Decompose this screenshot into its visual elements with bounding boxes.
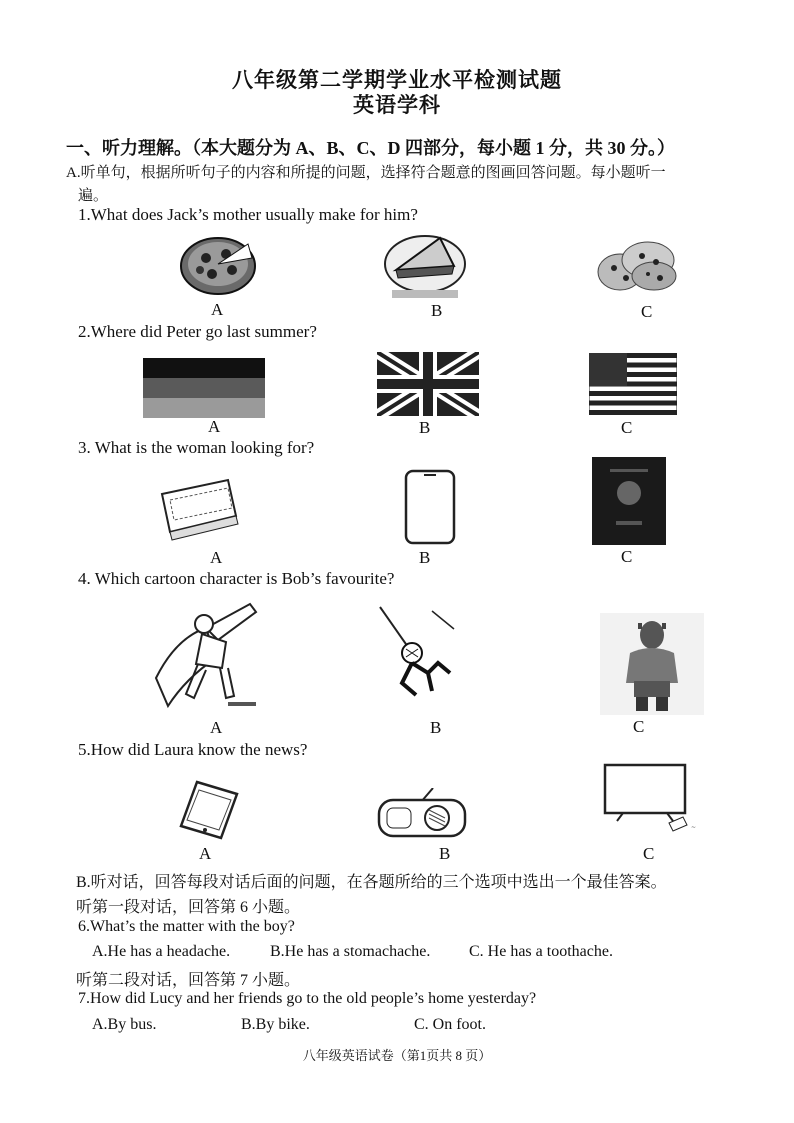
question-3: 3. What is the woman looking for? xyxy=(78,438,315,457)
wallet-icon xyxy=(156,476,242,542)
q4-option-a-label: A xyxy=(210,718,223,737)
q7-option-a: A.By bus. xyxy=(92,1016,157,1033)
us-flag-icon xyxy=(589,353,677,415)
q1-option-a-label: A xyxy=(211,300,224,319)
q4-option-c-label: C xyxy=(633,717,645,736)
phone-icon xyxy=(404,469,456,545)
q7-option-c: C. On foot. xyxy=(414,1016,486,1033)
radio-icon xyxy=(377,788,467,838)
uk-flag-icon xyxy=(377,352,479,416)
q6-option-b: B.He has a stomachache. xyxy=(270,943,431,960)
q5-option-b-label: B xyxy=(439,844,451,863)
q7-option-b: B.By bike. xyxy=(241,1016,310,1033)
q1-option-b-label: B xyxy=(431,301,443,320)
q6-option-c: C. He has a toothache. xyxy=(469,943,613,960)
q2-option-b-label: B xyxy=(419,418,431,437)
part-a-instruction-line2: 遍。 xyxy=(78,188,109,204)
exam-title: 八年级第二学期学业水平检测试题 xyxy=(232,68,562,92)
pizza-icon xyxy=(178,228,258,298)
part-b-instruction: B.听对话，回答每段对话后面的问题，在各题所给的三个选项中选出一个最佳答案。 xyxy=(76,874,667,891)
cookies-icon xyxy=(596,238,678,294)
superman-icon xyxy=(146,598,268,710)
q1-option-c-label: C xyxy=(641,302,653,321)
passport-icon xyxy=(592,457,666,545)
question-6: 6.What’s the matter with the boy? xyxy=(78,918,295,935)
q2-option-a-label: A xyxy=(208,417,221,436)
question-7: 7.How did Lucy and her friends go to the old people’s home yesterday? xyxy=(78,990,537,1007)
q6-option-a: A.He has a headache. xyxy=(92,943,231,960)
section-heading: 一、听力理解。（本大题分为 A、B、C、D 四部分，每小题 1 分，共 30 分。） xyxy=(66,138,675,158)
german-flag-icon xyxy=(143,358,265,418)
q3-option-b-label: B xyxy=(419,548,431,567)
svg-text:~: ~ xyxy=(691,824,697,831)
q4-option-b-label: B xyxy=(430,718,442,737)
shrek-icon xyxy=(600,613,704,715)
q3-option-c-label: C xyxy=(621,547,633,566)
part-a-instruction-line1: A.听单句，根据所听句子的内容和所提的问题，选择符合题意的图画回答问题。每小题听一 xyxy=(66,165,666,181)
q3-option-a-label: A xyxy=(210,548,223,567)
page-footer: 八年级英语试卷（第1页共 8 页） xyxy=(302,1048,492,1063)
sandwich-icon xyxy=(382,226,468,300)
tv-icon xyxy=(603,763,711,835)
question-2: 2.Where did Peter go last summer? xyxy=(78,322,317,341)
q5-option-a-label: A xyxy=(199,844,212,863)
q5-option-c-label: C xyxy=(643,844,655,863)
question-5: 5.How did Laura know the news? xyxy=(78,740,308,759)
question-1: 1.What does Jack’s mother usually make for him? xyxy=(78,205,418,224)
dialogue-2-note: 听第二段对话，回答第 7 小题。 xyxy=(76,972,301,989)
dialogue-1-note: 听第一段对话，回答第 6 小题。 xyxy=(76,899,301,916)
exam-subject: 英语学科 xyxy=(353,93,441,117)
spiderman-icon xyxy=(372,603,462,699)
q2-option-c-label: C xyxy=(621,418,633,437)
mobile-phone-icon xyxy=(177,780,241,840)
question-4: 4. Which cartoon character is Bob’s favourite? xyxy=(78,569,395,588)
